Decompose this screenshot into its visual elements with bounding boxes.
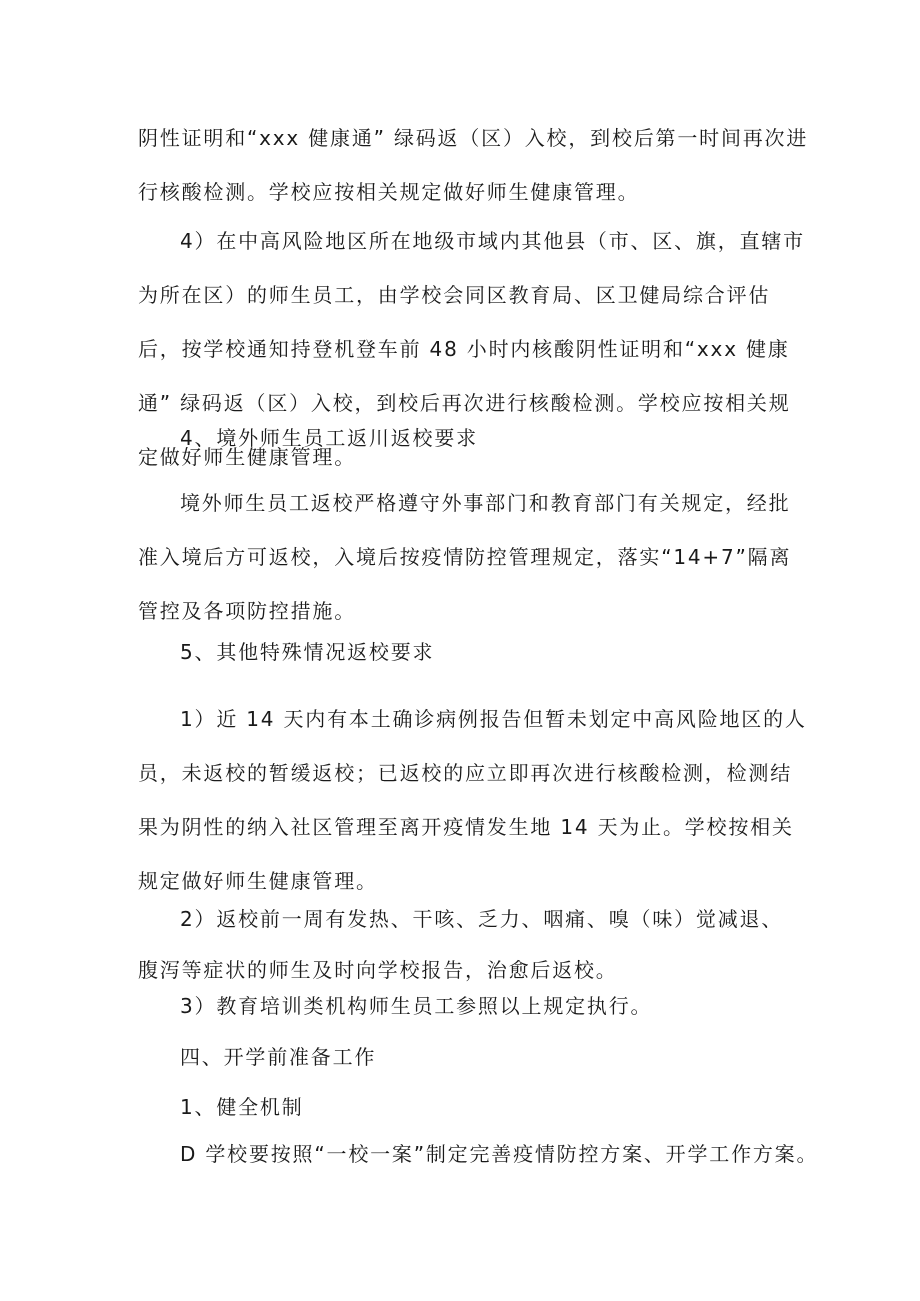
paragraph-5-item-2-line-2: 腹泻等症状的师生及时向学校报告，治愈后返校。 — [138, 958, 618, 982]
paragraph-6-item-3: 3）教育培训类机构师生员工参照以上规定执行。 — [180, 994, 653, 1018]
paragraph-5-item-2-line-1: 2）返校前一周有发热、干咳、乏力、咽痛、嗅（味）觉减退、 — [180, 907, 784, 931]
heading-section-iv: 四、开学前准备工作 — [180, 1045, 377, 1069]
heading-4-overseas: 4、境外师生员工返川返校要求 — [180, 426, 478, 450]
paragraph-7: D 学校要按照“一校一案”制定完善疫情防控方案、开学工作方案。 — [180, 1142, 819, 1166]
paragraph-1: 阴性证明和“xxx 健康通” 绿码返（区）入校，到校后第一时间再次进行核酸检测。学校应按相关规定做好师生健康管理。 — [138, 126, 809, 204]
paragraph-4-item-1: 1）近 14 天内有本土确诊病例报告但暂未划定中高风险地区的人员，未返校的暂缓返校；已返校的应立即再次进行核酸检测，检测结果为阴性的纳入社区管理至离开疫情发生地 14 天为止。学校按相关规定做好师生健康管理。 — [138, 707, 807, 893]
paragraph-3-overseas: 境外师生员工返校严格遵守外事部门和教育部门有关规定，经批准入境后方可返校，入境后按疫情防控管理规定，落实“14+7”隔离管控及各项防控措施。 — [138, 491, 792, 623]
heading-5-special: 5、其他特殊情况返校要求 — [180, 640, 435, 664]
heading-1-mechanism: 1、健全机制 — [180, 1095, 304, 1119]
paragraph-2-item-4: 4）在中高风险地区所在地级市域内其他县（市、区、旗，直辖市为所在区）的师生员工，由学校会同区教育局、区卫健局综合评估后，按学校通知持登机登车前 48 小时内核酸阴性证明和“xxx 健康通” 绿码返（区）入校，到校后再次进行核酸检测。学校应按相关规定做好师生健康管理。 — [138, 229, 805, 469]
